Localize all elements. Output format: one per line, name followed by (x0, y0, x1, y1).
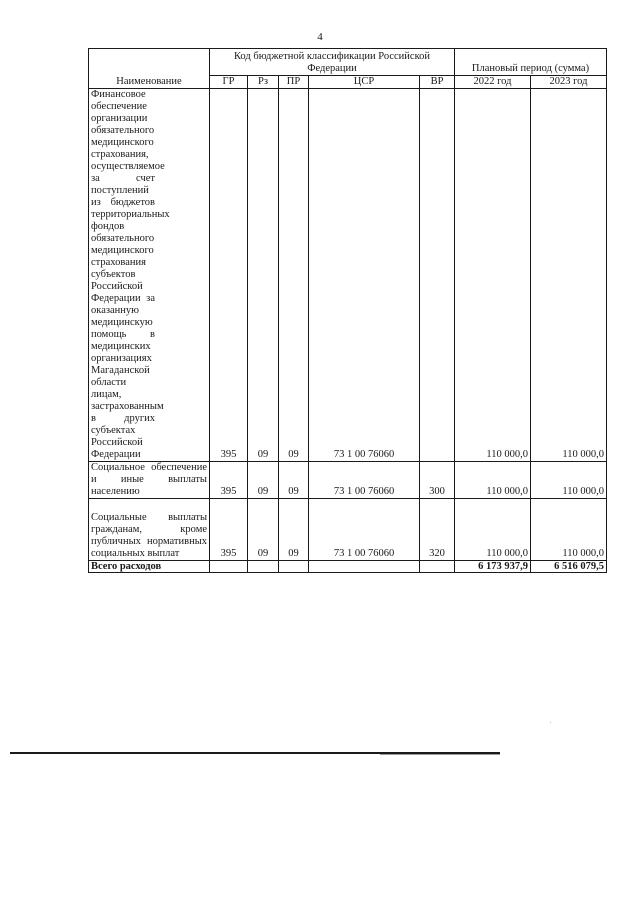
header-name: Наименование (89, 49, 210, 89)
total-pr-empty (279, 561, 309, 573)
header-csr: ЦСР (309, 76, 420, 89)
row-2022: 110 000,0 (455, 89, 531, 462)
row-name (89, 89, 210, 462)
row-name (89, 462, 210, 499)
row-vr: 320 (420, 499, 455, 561)
table-row (89, 462, 607, 499)
total-2022: 6 173 937,9 (455, 561, 531, 573)
total-csr-empty (309, 561, 420, 573)
row-2023: 110 000,0 (531, 499, 607, 561)
page-number: 4 (317, 31, 323, 43)
row-rz: 09 (248, 89, 279, 462)
row-name-text: Финансовое обеспечение организации обязательного медицинского страхования, осуществляемое за счет поступлений из бюджетов территориальных фондов обязательного медицинского страхования субъектов Российской Федерации за оказанную медицинскую помощь в медицинских организациях Магаданской области лицам, застрахованным в других субъектах Российской Федерации (91, 89, 170, 460)
header-2023: 2023 год (531, 76, 607, 89)
footer-rule-thin (380, 754, 500, 755)
row-gr: 395 (210, 499, 248, 561)
row-csr: 73 1 00 76060 (309, 462, 420, 499)
total-rz-empty (248, 561, 279, 573)
row-2023: 110 000,0 (531, 462, 607, 499)
header-row-top (89, 49, 607, 76)
row-gr: 395 (210, 89, 248, 462)
row-name-text: Социальные выплаты гражданам, кроме публичных нормативных социальных выплат (91, 512, 207, 559)
row-pr: 09 (279, 462, 309, 499)
row-name-text: Социальное обеспечение и иные выплаты населению (91, 462, 207, 497)
row-pr: 09 (279, 89, 309, 462)
row-rz: 09 (248, 462, 279, 499)
total-gr-empty (210, 561, 248, 573)
total-vr-empty (420, 561, 455, 573)
table-row (89, 499, 607, 561)
row-csr: 73 1 00 76060 (309, 89, 420, 462)
row-2022: 110 000,0 (455, 462, 531, 499)
header-code-group: Код бюджетной классификации Российской Федерации (210, 49, 455, 76)
budget-table (88, 48, 607, 573)
row-csr: 73 1 00 76060 (309, 499, 420, 561)
row-2023: 110 000,0 (531, 89, 607, 462)
row-gr: 395 (210, 462, 248, 499)
scan-speck (550, 722, 551, 723)
total-label: Всего расходов (89, 561, 210, 573)
row-vr: 300 (420, 462, 455, 499)
row-pr: 09 (279, 499, 309, 561)
header-rz: Рз (248, 76, 279, 89)
header-plan-group: Плановый период (сумма) (455, 49, 607, 76)
row-name (89, 499, 210, 561)
header-gr: ГР (210, 76, 248, 89)
row-2022: 110 000,0 (455, 499, 531, 561)
row-vr (420, 89, 455, 462)
header-vr: ВР (420, 76, 455, 89)
header-2022: 2022 год (455, 76, 531, 89)
table-row (89, 89, 607, 462)
total-2023: 6 516 079,5 (531, 561, 607, 573)
header-pr: ПР (279, 76, 309, 89)
row-rz: 09 (248, 499, 279, 561)
total-row (89, 561, 607, 573)
